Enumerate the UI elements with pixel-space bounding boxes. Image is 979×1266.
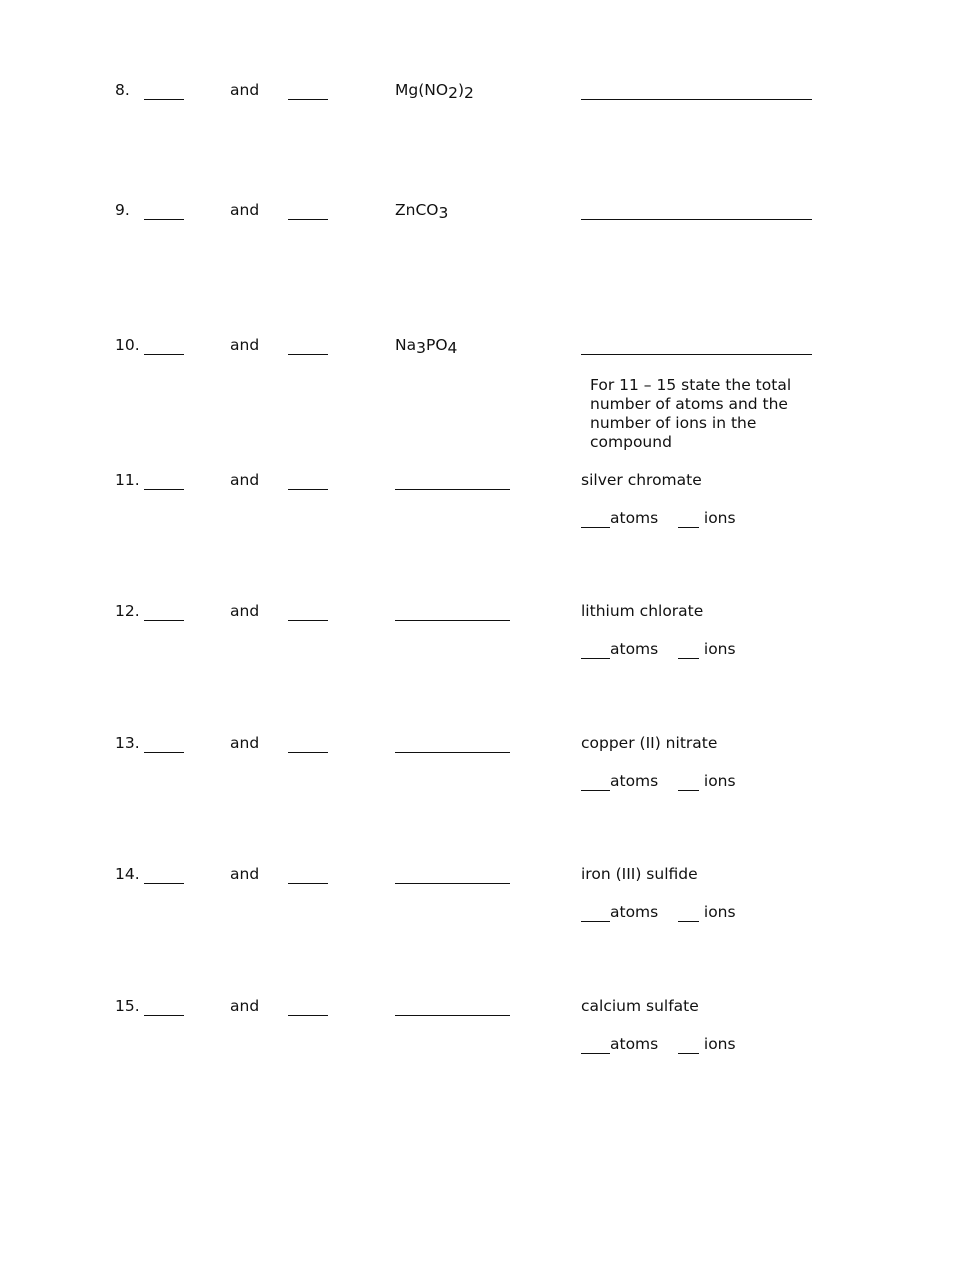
and-label: and (230, 201, 260, 219)
compound-name: iron (III) sulfide (581, 865, 698, 883)
chemical-formula (395, 200, 448, 220)
ions-blank[interactable] (678, 905, 699, 922)
formula-blank[interactable] (395, 470, 510, 490)
answer-blank-2[interactable] (288, 601, 328, 621)
question-number: 10. (115, 336, 140, 354)
answer-blank-1[interactable] (144, 864, 184, 884)
atoms-blank[interactable] (581, 905, 610, 922)
compound-name-blank[interactable] (581, 80, 812, 100)
formula-part: ZnCO (395, 201, 439, 219)
formula-blank[interactable] (395, 733, 510, 753)
question-row-14 (0, 864, 979, 894)
ions-label: ions (703, 903, 736, 921)
and-label: and (230, 734, 260, 752)
question-row-12 (0, 601, 979, 631)
and-label: and (230, 81, 260, 99)
answer-blank-1[interactable] (144, 470, 184, 490)
question-row-10 (0, 335, 979, 365)
formula-subscript: 2 (448, 84, 458, 102)
answer-blank-2[interactable] (288, 996, 328, 1016)
atoms-label: atoms (610, 509, 659, 527)
formula-subscript: 3 (438, 204, 449, 222)
formula-part: PO (425, 336, 448, 354)
compound-name-blank[interactable] (581, 200, 812, 220)
answer-blank-1[interactable] (144, 733, 184, 753)
answer-blank-1[interactable] (144, 80, 184, 100)
formula-subscript: 2 (464, 84, 474, 102)
atoms-ions-counts (581, 639, 736, 659)
question-number: 13. (115, 734, 140, 752)
answer-blank-2[interactable] (288, 864, 328, 884)
and-label: and (230, 997, 260, 1015)
formula-subscript: 4 (447, 339, 458, 357)
atoms-ions-counts (581, 1034, 736, 1054)
and-label: and (230, 602, 260, 620)
question-number: 15. (115, 997, 140, 1015)
answer-blank-2[interactable] (288, 733, 328, 753)
formula-part: Na (395, 336, 417, 354)
question-row-11 (0, 470, 979, 500)
atoms-ions-counts (581, 902, 736, 922)
ions-blank[interactable] (678, 774, 699, 791)
compound-name: lithium chlorate (581, 602, 704, 620)
answer-blank-2[interactable] (288, 335, 328, 355)
answer-blank-1[interactable] (144, 996, 184, 1016)
compound-name: copper (II) nitrate (581, 734, 718, 752)
question-number: 8. (115, 81, 130, 99)
formula-blank[interactable] (395, 996, 510, 1016)
answer-blank-2[interactable] (288, 470, 328, 490)
atoms-label: atoms (610, 903, 659, 921)
and-label: and (230, 336, 260, 354)
and-label: and (230, 865, 260, 883)
instruction-text: For 11 – 15 state the total number of atoms and the number of ions in the compound (590, 376, 792, 451)
formula-part: ) (457, 81, 464, 99)
atoms-ions-counts (581, 508, 736, 528)
atoms-blank[interactable] (581, 642, 610, 659)
answer-blank-2[interactable] (288, 200, 328, 220)
question-row-8 (0, 80, 979, 110)
ions-label: ions (703, 509, 736, 527)
question-number: 11. (115, 471, 140, 489)
ions-blank[interactable] (678, 1037, 699, 1054)
and-label: and (230, 471, 260, 489)
question-number: 9. (115, 201, 130, 219)
compound-name-blank[interactable] (581, 335, 812, 355)
question-row-9 (0, 200, 979, 230)
ions-blank[interactable] (678, 642, 699, 659)
atoms-blank[interactable] (581, 774, 610, 791)
chemical-formula (395, 335, 457, 355)
question-row-15 (0, 996, 979, 1026)
compound-name: calcium sulfate (581, 997, 699, 1015)
ions-blank[interactable] (678, 511, 699, 528)
atoms-ions-counts (581, 771, 736, 791)
atoms-blank[interactable] (581, 511, 610, 528)
answer-blank-2[interactable] (288, 80, 328, 100)
answer-blank-1[interactable] (144, 200, 184, 220)
question-row-13 (0, 733, 979, 763)
ions-label: ions (703, 640, 736, 658)
compound-name: silver chromate (581, 471, 702, 489)
question-number: 14. (115, 865, 140, 883)
atoms-blank[interactable] (581, 1037, 610, 1054)
formula-subscript: 3 (416, 339, 426, 357)
atoms-label: atoms (610, 1035, 659, 1053)
atoms-label: atoms (610, 772, 659, 790)
answer-blank-1[interactable] (144, 335, 184, 355)
formula-part: Mg(NO (395, 81, 449, 99)
question-number: 12. (115, 602, 140, 620)
answer-blank-1[interactable] (144, 601, 184, 621)
atoms-label: atoms (610, 640, 659, 658)
chemical-formula (395, 80, 474, 100)
formula-blank[interactable] (395, 601, 510, 621)
ions-label: ions (703, 1035, 736, 1053)
ions-label: ions (703, 772, 736, 790)
formula-blank[interactable] (395, 864, 510, 884)
